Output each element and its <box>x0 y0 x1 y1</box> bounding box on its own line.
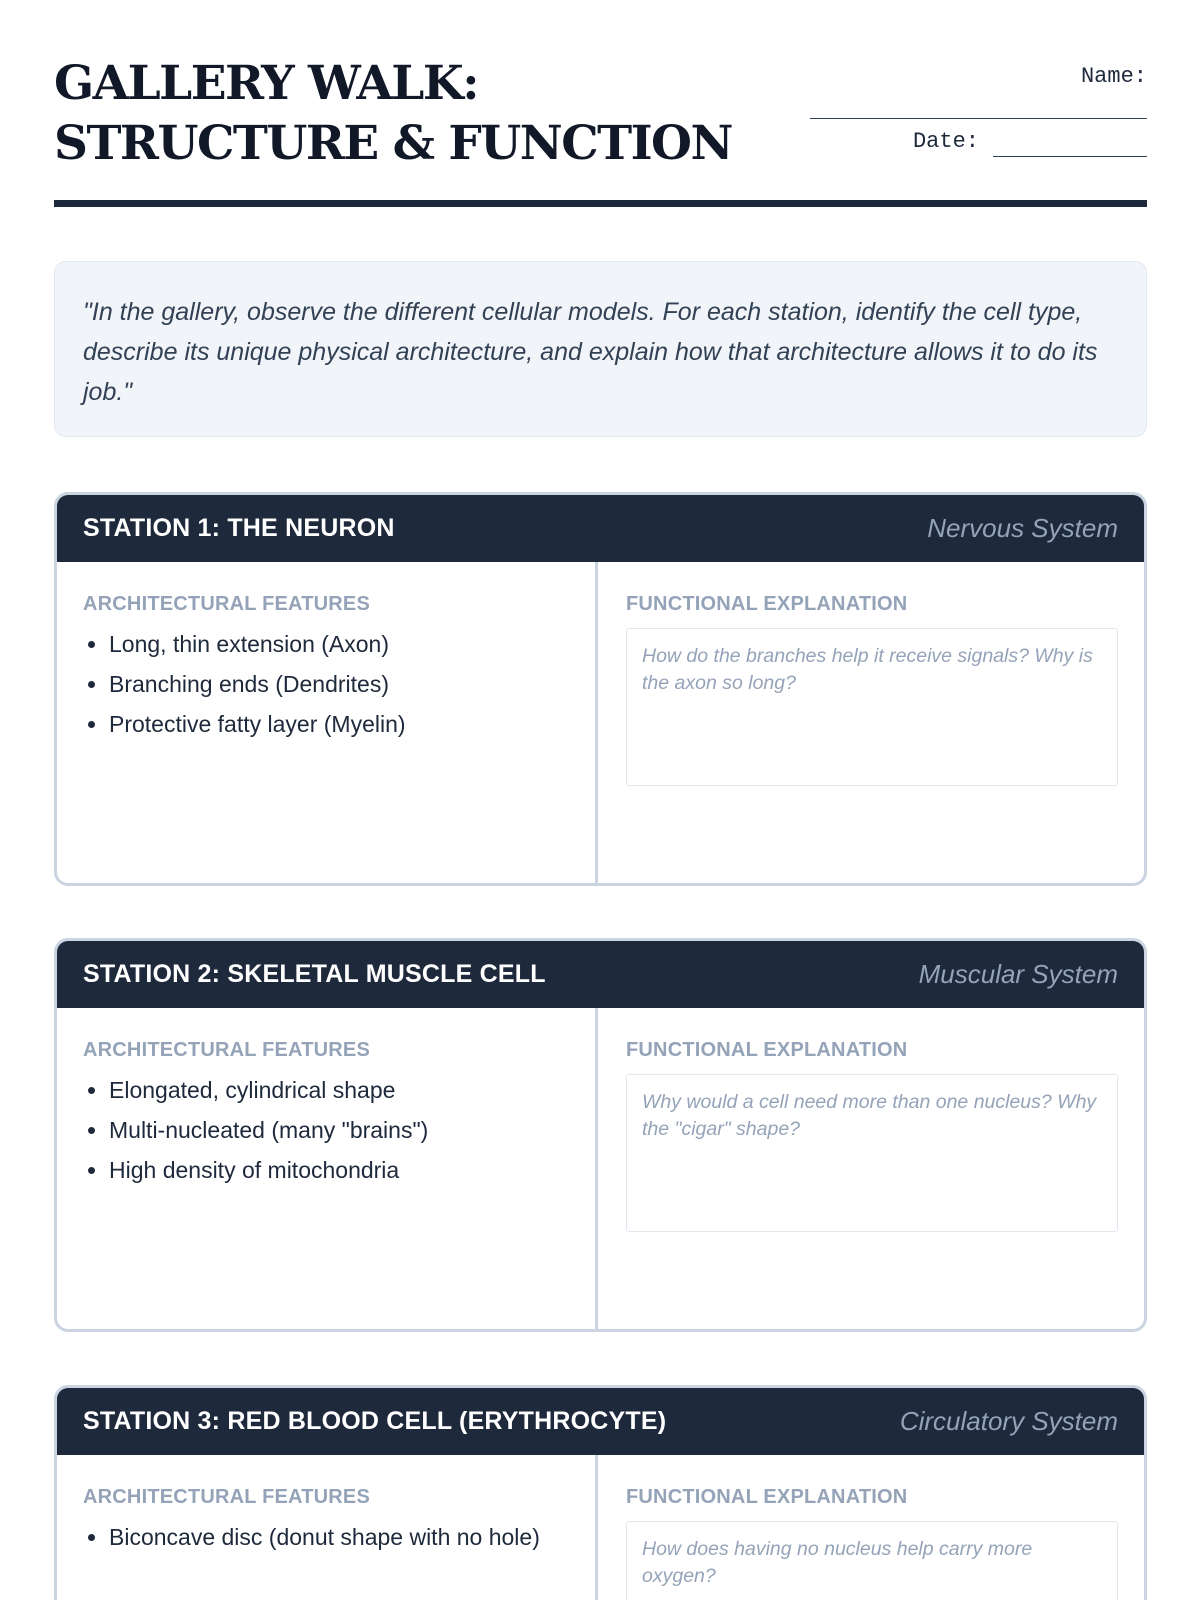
worksheet-header <box>54 0 1147 207</box>
student-info <box>802 62 1147 157</box>
feature-item: • Elongated, cylindrical shape <box>109 1074 569 1107</box>
station-card-2 <box>54 938 1147 1332</box>
date-label: Date: <box>912 129 979 154</box>
explanation-column <box>598 1455 1144 1600</box>
station-title: STATION 1: THE NEURON <box>83 514 395 542</box>
feature-item: • Branching ends (Dendrites) <box>109 668 569 701</box>
station-header <box>57 1388 1144 1455</box>
feature-item: • Biconcave disc (donut shape with no hole) <box>109 1521 569 1554</box>
explanation-answer-box[interactable]: Why would a cell need more than one nucleus? Why the "cigar" shape? <box>626 1074 1118 1232</box>
station-body <box>57 1455 1144 1600</box>
station-system: Muscular System <box>918 959 1118 989</box>
features-label: ARCHITECTURAL FEATURES <box>83 593 370 615</box>
date-field[interactable] <box>993 134 1147 157</box>
station-card-1 <box>54 492 1147 886</box>
station-header <box>57 941 1144 1008</box>
date-row <box>802 127 1147 157</box>
features-label: ARCHITECTURAL FEATURES <box>83 1039 370 1061</box>
features-column <box>57 562 598 883</box>
page-title: GALLERY WALK: STRUCTURE & FUNCTION <box>54 56 732 171</box>
feature-item: • Long, thin extension (Axon) <box>109 628 569 661</box>
name-label: Name: <box>1080 64 1147 89</box>
station-system: Nervous System <box>927 513 1118 543</box>
explanation-answer-box[interactable]: How do the branches help it receive signals? Why is the axon so long? <box>626 628 1118 786</box>
explanation-column <box>598 562 1144 883</box>
station-header <box>57 495 1144 562</box>
station-body <box>57 1008 1144 1329</box>
explanation-label: FUNCTIONAL EXPLANATION <box>626 593 908 615</box>
station-body <box>57 562 1144 883</box>
features-label: ARCHITECTURAL FEATURES <box>83 1486 370 1508</box>
station-system: Circulatory System <box>899 1406 1118 1436</box>
features-column <box>57 1008 598 1329</box>
explanation-label: FUNCTIONAL EXPLANATION <box>626 1486 908 1508</box>
explanation-label: FUNCTIONAL EXPLANATION <box>626 1039 908 1061</box>
station-title: STATION 2: SKELETAL MUSCLE CELL <box>83 960 546 988</box>
feature-item: • Multi-nucleated (many "brains") <box>109 1114 569 1147</box>
features-list <box>83 1074 569 1187</box>
features-list <box>83 628 569 741</box>
header-divider <box>54 200 1147 207</box>
explanation-answer-box[interactable]: How does having no nucleus help carry more oxygen? <box>626 1521 1118 1600</box>
instructions-box: "In the gallery, observe the different cellular models. For each station, identify the cell type, describe its unique physical architecture, and explain how that architecture allows it to do its job." <box>54 261 1147 437</box>
station-card-3 <box>54 1385 1147 1600</box>
name-field[interactable] <box>810 92 1147 119</box>
explanation-column <box>598 1008 1144 1329</box>
features-list <box>83 1521 569 1554</box>
worksheet-page <box>54 0 1147 1587</box>
features-column <box>57 1455 598 1600</box>
station-title: STATION 3: RED BLOOD CELL (ERYTHROCYTE) <box>83 1407 667 1435</box>
feature-item: • High density of mitochondria <box>109 1154 569 1187</box>
feature-item: • Protective fatty layer (Myelin) <box>109 708 569 741</box>
